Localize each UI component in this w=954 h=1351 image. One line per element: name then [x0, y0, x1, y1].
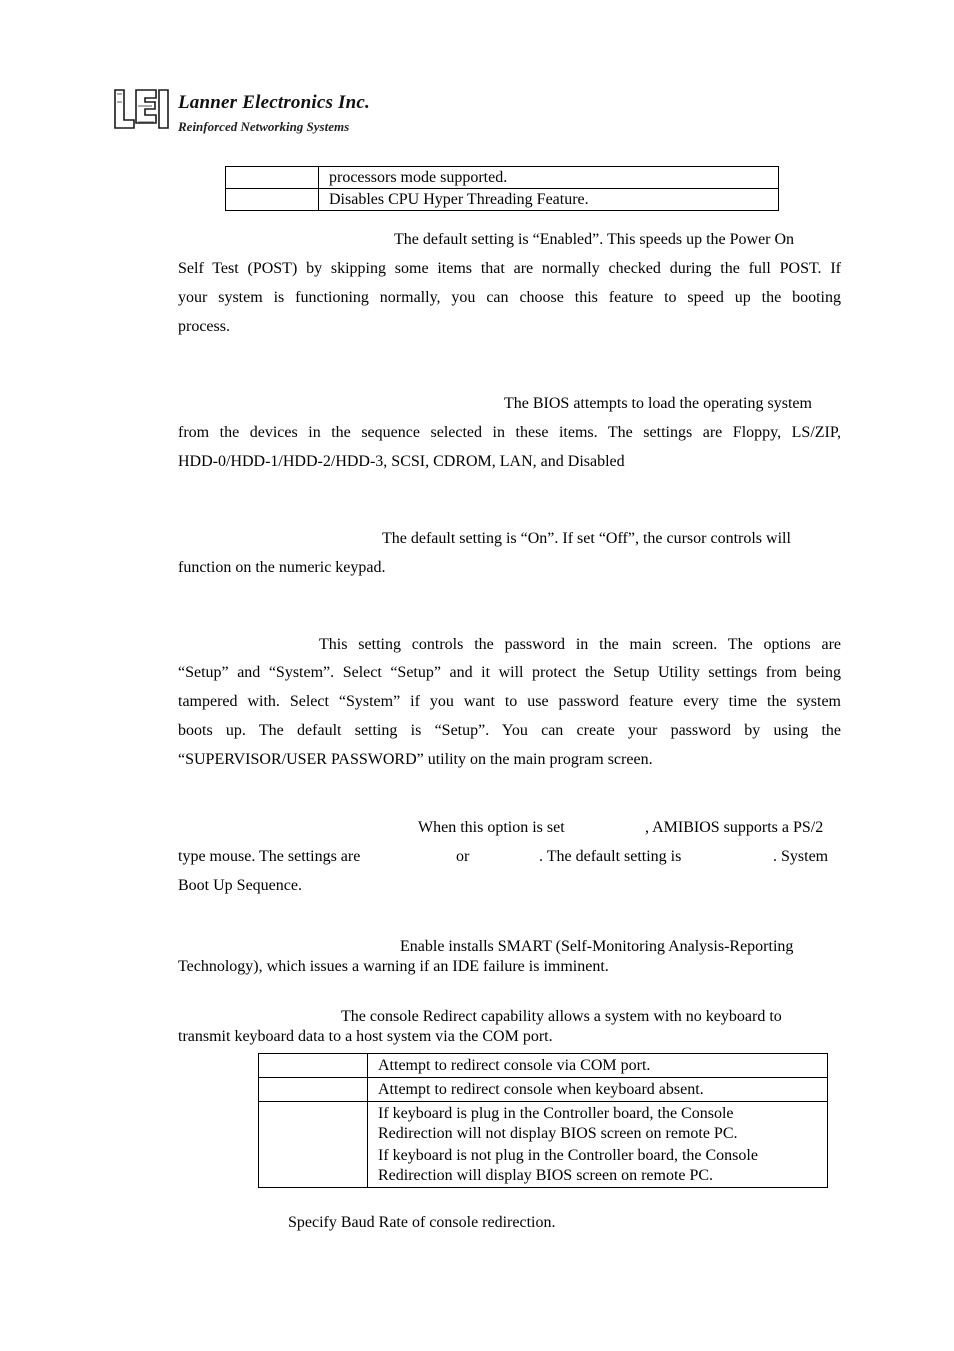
boot-device-line-1: The BIOS attempts to load the operating system: [504, 395, 812, 412]
table-cell-description: [368, 1078, 828, 1102]
password-line-2: “Setup” and “System”. Select “Setup” and it will protect the Setup Utility settings from being: [178, 664, 841, 681]
console-redirect-line-2: transmit keyboard data to a host system via the COM port.: [178, 1028, 553, 1045]
quick-boot-line-4: process.: [178, 318, 230, 335]
table-cell-description: [368, 1054, 828, 1078]
cell-text-line: If keyboard is not plug in the Controller board, the Console: [378, 1147, 758, 1164]
password-line-4: boots up. The default setting is “Setup”. You can create your password by using the: [178, 722, 841, 739]
password-line-5: “SUPERVISOR/USER PASSWORD” utility on the main program screen.: [178, 751, 653, 768]
company-name: Lanner Electronics Inc.: [178, 92, 370, 113]
table-row: [259, 1102, 828, 1188]
ps2-mouse-line-2a: type mouse. The settings are: [178, 848, 361, 865]
smart-line-2: Technology), which issues a warning if an IDE failure is imminent.: [178, 958, 609, 975]
quick-boot-line-2: Self Test (POST) by skipping some items that are normally checked during the full POST. If: [178, 260, 841, 277]
table-row: [259, 1054, 828, 1078]
cell-text-line: If keyboard is plug in the Controller board, the Console: [378, 1105, 734, 1122]
numlock-line-2: function on the numeric keypad.: [178, 559, 386, 576]
console-redirect-line-1: The console Redirect capability allows a system with no keyboard to: [341, 1008, 782, 1025]
ps2-mouse-line-2c: . The default setting is: [539, 848, 682, 865]
table-cell-option: [226, 167, 319, 189]
cell-text-line: Attempt to redirect console when keyboard absent.: [378, 1081, 704, 1098]
ps2-mouse-line-2b: or: [456, 848, 470, 865]
smart-line-1: Enable installs SMART (Self-Monitoring Analysis-Reporting: [400, 938, 794, 955]
console-redirection-options-table: [258, 1053, 828, 1188]
ps2-mouse-line-3: Boot Up Sequence.: [178, 877, 302, 894]
quick-boot-line-3: your system is functioning normally, you can choose this feature to speed up the booting: [178, 289, 841, 306]
table-cell-description: Disables CPU Hyper Threading Feature.: [319, 189, 779, 211]
baud-rate-line: Specify Baud Rate of console redirection.: [288, 1214, 556, 1231]
table-cell-description: processors mode supported.: [319, 167, 779, 189]
company-logo: [112, 86, 412, 146]
table-cell-option: [259, 1078, 368, 1102]
password-line-1: This setting controls the password in the main screen. The options are: [319, 636, 841, 653]
quick-boot-line-1: The default setting is “Enabled”. This speeds up the Power On: [394, 231, 795, 248]
password-line-3: tampered with. Select “System” if you want to use password feature every time the system: [178, 693, 841, 710]
cell-text-line: Redirection will display BIOS screen on remote PC.: [378, 1167, 714, 1184]
company-tagline: Reinforced Networking Systems: [178, 119, 350, 134]
numlock-line-1: The default setting is “On”. If set “Off”, the cursor controls will: [382, 530, 791, 547]
table-cell-option: [226, 189, 319, 211]
lei-logo-icon: [112, 88, 172, 130]
ps2-mouse-line-1a: When this option is set: [418, 819, 565, 836]
boot-device-line-3: HDD-0/HDD-1/HDD-2/HDD-3, SCSI, CDROM, LAN, and Disabled: [178, 453, 625, 470]
hyper-threading-options-table: [225, 166, 779, 211]
table-cell-description: [368, 1102, 828, 1188]
boot-device-line-2: from the devices in the sequence selected in these items. The settings are Floppy, LS/ZIP,: [178, 424, 841, 441]
table-cell-option: [259, 1054, 368, 1078]
ps2-mouse-line-2d: . System: [773, 848, 829, 865]
table-cell-option: [259, 1102, 368, 1188]
cell-text-line: Attempt to redirect console via COM port.: [378, 1057, 651, 1074]
ps2-mouse-line-1b: , AMIBIOS supports a PS/2: [645, 819, 824, 836]
table-row: [259, 1078, 828, 1102]
cell-text-line: Redirection will not display BIOS screen on remote PC.: [378, 1125, 738, 1142]
table-row: [226, 167, 779, 189]
table-row: [226, 189, 779, 211]
